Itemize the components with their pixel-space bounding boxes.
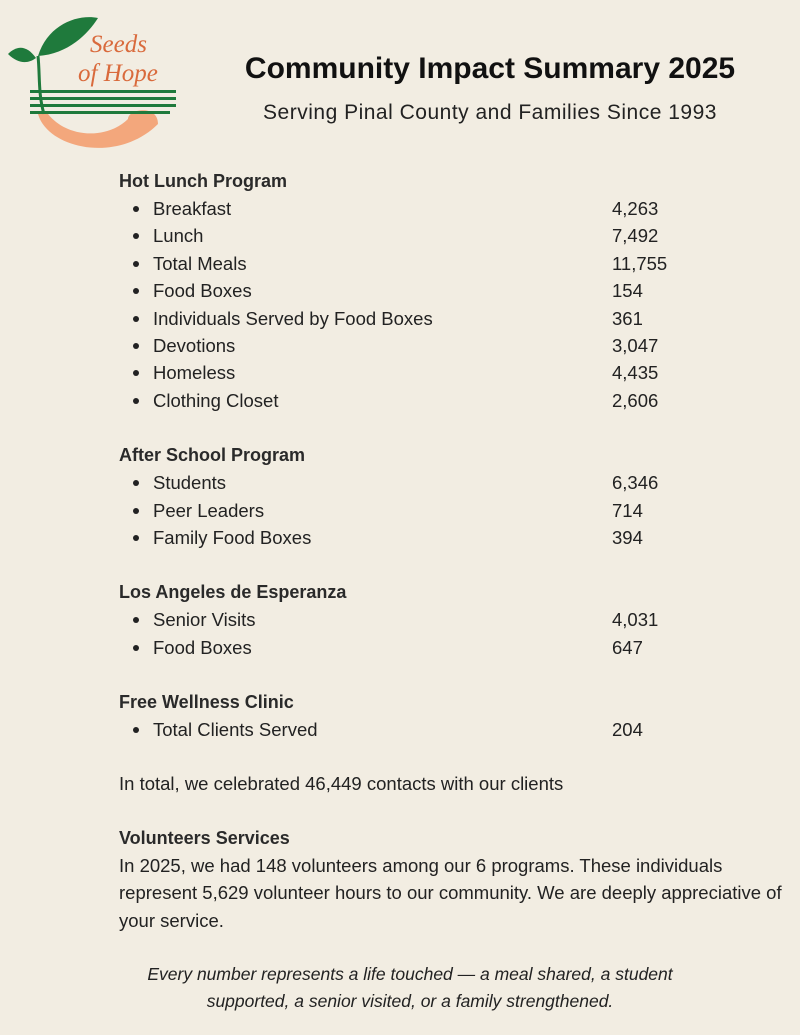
list-item bbox=[119, 387, 784, 414]
item-label: Homeless bbox=[153, 362, 236, 384]
section-title: Free Wellness Clinic bbox=[119, 692, 294, 713]
bullet-icon bbox=[133, 288, 139, 294]
item-label: Lunch bbox=[153, 225, 204, 247]
section-hot-lunch bbox=[119, 167, 784, 414]
item-label: Clothing Closet bbox=[153, 389, 279, 411]
seeds-of-hope-logo bbox=[8, 14, 178, 159]
bullet-icon bbox=[133, 316, 139, 322]
bullet-icon bbox=[133, 535, 139, 541]
page-title: Community Impact Summary 2025 bbox=[244, 52, 736, 85]
item-value: 394 bbox=[612, 526, 643, 548]
list-item bbox=[119, 469, 784, 496]
total-contacts-text: In total, we celebrated 46,449 contacts with our clients bbox=[119, 773, 564, 795]
item-value: 154 bbox=[612, 280, 643, 302]
list-item bbox=[119, 222, 784, 249]
logo-text-seeds: Seeds bbox=[90, 31, 147, 58]
item-value: 4,031 bbox=[612, 609, 659, 631]
list-item bbox=[119, 195, 784, 222]
item-value: 647 bbox=[612, 636, 643, 658]
section-title: Los Angeles de Esperanza bbox=[119, 582, 347, 603]
item-value: 204 bbox=[612, 719, 643, 741]
item-value: 714 bbox=[612, 499, 643, 521]
item-value: 11,755 bbox=[612, 252, 668, 274]
item-value: 3,047 bbox=[612, 334, 659, 356]
list-item bbox=[119, 359, 784, 386]
item-value: 361 bbox=[612, 307, 643, 329]
content bbox=[119, 167, 784, 960]
section-title: After School Program bbox=[119, 445, 306, 466]
volunteers-text: In 2025, we had 148 volunteers among our 6 programs. These individuals represent 5,629 volunteer hours to our community. We are deeply appreciative of your service. bbox=[119, 854, 782, 931]
item-label: Devotions bbox=[153, 334, 236, 356]
item-label: Peer Leaders bbox=[153, 499, 265, 521]
bullet-icon bbox=[133, 206, 139, 212]
section-los-angeles-de-esperanza bbox=[119, 578, 784, 661]
page-subtitle: Serving Pinal County and Families Since 1993 bbox=[263, 101, 717, 124]
list-item bbox=[119, 497, 784, 524]
bullet-icon bbox=[133, 370, 139, 376]
item-value: 4,435 bbox=[612, 362, 659, 384]
bullet-icon bbox=[133, 398, 139, 404]
item-value: 2,606 bbox=[612, 389, 659, 411]
bullet-icon bbox=[133, 480, 139, 486]
item-label: Individuals Served by Food Boxes bbox=[153, 307, 433, 329]
item-label: Students bbox=[153, 472, 227, 494]
bullet-icon bbox=[133, 727, 139, 733]
item-label: Family Food Boxes bbox=[153, 526, 312, 548]
item-label: Food Boxes bbox=[153, 280, 252, 302]
list-item bbox=[119, 634, 784, 661]
list-item bbox=[119, 606, 784, 633]
list-item bbox=[119, 332, 784, 359]
section-free-wellness-clinic bbox=[119, 688, 784, 743]
closing-statement: Every number represents a life touched — a meal shared, a student supported, a senior visited, or a family strengthened. bbox=[147, 964, 673, 1011]
item-label: Breakfast bbox=[153, 198, 232, 219]
list-item bbox=[119, 305, 784, 332]
bullet-icon bbox=[133, 508, 139, 514]
item-value: 7,492 bbox=[612, 225, 659, 247]
list-item bbox=[119, 524, 784, 551]
bullet-icon bbox=[133, 617, 139, 623]
item-label: Food Boxes bbox=[153, 636, 252, 658]
list-item bbox=[119, 250, 784, 277]
item-value: 6,346 bbox=[612, 472, 659, 494]
bullet-icon bbox=[133, 343, 139, 349]
item-label: Total Meals bbox=[153, 252, 247, 274]
item-label: Total Clients Served bbox=[153, 719, 318, 741]
section-title: Hot Lunch Program bbox=[119, 171, 288, 191]
section-after-school bbox=[119, 441, 784, 551]
item-label: Senior Visits bbox=[153, 609, 256, 631]
bullet-icon bbox=[133, 645, 139, 651]
list-item bbox=[119, 277, 784, 304]
list-item bbox=[119, 716, 784, 743]
volunteers-title: Volunteers Services bbox=[119, 827, 290, 848]
logo-text-of-hope: of Hope bbox=[78, 60, 158, 87]
item-value: 4,263 bbox=[612, 198, 659, 219]
bullet-icon bbox=[133, 261, 139, 267]
bullet-icon bbox=[133, 233, 139, 239]
